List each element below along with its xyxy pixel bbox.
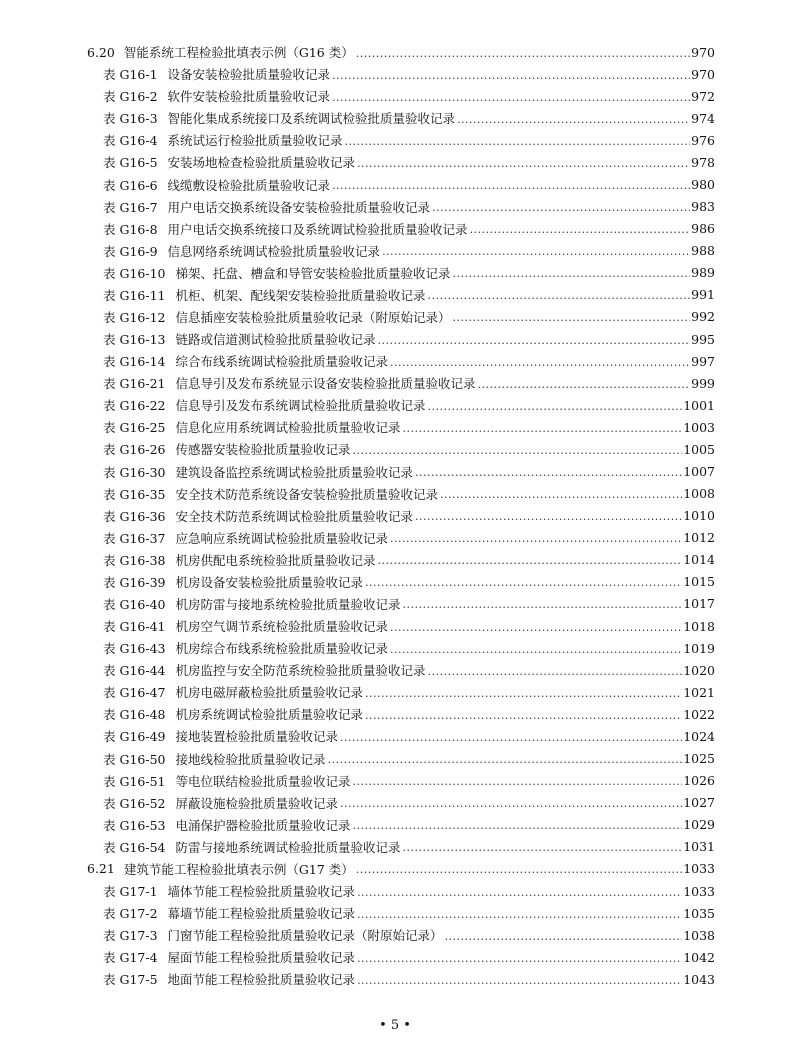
toc-title: 门窗节能工程检验批质量验收记录（附原始记录） [167,928,443,944]
toc-title: 屋面节能工程检验批质量验收记录 [167,950,356,966]
toc-title: 幕墙节能工程检验批质量验收记录 [167,906,356,922]
toc-title: 梯架、托盘、槽盒和导管安装检验批质量验收记录 [175,265,451,281]
page-number-footer: • 5 • [379,1018,411,1033]
toc-dot-leader [353,444,712,457]
toc-entry-row[interactable] [0,703,790,725]
toc-code: 表 G16-43 [103,641,166,657]
toc-code: 表 G16-26 [103,442,166,458]
toc-title: 系统试运行检验批质量验收记录 [167,133,343,149]
toc-entry-row[interactable] [0,615,790,637]
toc-label [103,173,714,195]
toc-dot-leader [353,775,712,788]
toc-page-number: 995 [690,328,715,350]
toc-page-number: 980 [690,173,715,195]
toc-code: 表 G16-30 [103,464,166,480]
toc-page-number: 992 [690,306,715,328]
toc-dot-leader [378,554,712,567]
toc-dot-leader [328,753,712,766]
toc-page-number: 970 [690,63,715,85]
toc-code: 表 G16-36 [103,508,166,524]
toc-entry-row[interactable] [0,814,790,836]
toc-title: 智能系统工程检验批填表示例（G16 类） [123,45,354,61]
toc-title: 机房空气调节系统检验批质量验收记录 [175,619,389,635]
toc-entry-row[interactable] [0,85,790,107]
toc-title: 建筑设备监控系统调试检验批质量验收记录 [175,464,414,480]
toc-code: 表 G17-3 [103,928,158,944]
toc-code: 表 G16-9 [103,243,158,259]
toc-code: 表 G16-50 [103,751,166,767]
toc-code: 表 G16-1 [103,67,158,83]
toc-code: 表 G16-25 [103,420,166,436]
toc-entry-row[interactable] [0,836,790,858]
toc-label [103,240,714,262]
toc-code: 表 G16-38 [103,552,166,568]
toc-page-number: 986 [690,218,715,240]
toc-title: 信息导引及发布系统显示设备安装检验批质量验收记录 [175,376,476,392]
toc-label [103,748,714,770]
toc-label [103,527,714,549]
toc-code: 表 G16-53 [103,817,166,833]
toc-entry-row[interactable] [0,240,790,262]
toc-page-number: 974 [690,107,715,129]
toc-label [103,306,714,328]
toc-label [103,968,714,990]
toc-entry-row[interactable] [0,151,790,173]
toc-title: 地面节能工程检验批质量验收记录 [167,972,356,988]
toc-dot-leader [365,576,712,589]
toc-label [103,703,714,725]
toc-title: 机房供配电系统检验批质量验收记录 [175,552,376,568]
toc-page-number: 1024 [682,725,715,747]
toc-dot-leader [403,841,712,854]
toc-entry-row[interactable] [0,748,790,770]
toc-entry-row[interactable] [0,792,790,814]
toc-page-number: 1015 [682,571,715,593]
toc-page-number: 1001 [682,394,715,416]
toc-label [103,394,714,416]
toc-label [103,196,714,218]
toc-dot-leader [357,908,712,921]
toc-label [103,107,714,129]
toc-code: 表 G17-5 [103,972,158,988]
toc-code: 表 G16-37 [103,530,166,546]
toc-label [103,262,714,284]
toc-code: 6.21 [87,861,115,877]
toc-title: 应急响应系统调试检验批质量验收记录 [175,530,389,546]
toc-entry-row[interactable] [0,218,790,240]
toc-page-number: 1026 [682,770,715,792]
toc-entry-row[interactable] [0,725,790,747]
toc-code: 表 G16-14 [103,354,166,370]
toc-title: 传感器安装检验批质量验收记录 [175,442,351,458]
toc-title: 机房监控与安全防范系统检验批质量验收记录 [175,663,426,679]
toc-entry-row[interactable] [0,438,790,460]
toc-entry-row[interactable] [0,902,790,924]
toc-entry-row[interactable] [0,129,790,151]
toc-dot-leader [332,91,712,104]
toc-dot-leader [340,731,712,744]
toc-page-number: 1010 [682,505,715,527]
toc-entry-row[interactable] [0,549,790,571]
toc-title: 建筑节能工程检验批填表示例（G17 类） [123,861,354,877]
toc-dot-leader [403,422,712,435]
toc-title: 等电位联结检验批质量验收记录 [175,773,351,789]
toc-code: 表 G16-48 [103,707,166,723]
toc-page-number: 1003 [682,416,715,438]
toc-entry-row[interactable] [0,681,790,703]
toc-title: 线缆敷设检验批质量验收记录 [167,177,331,193]
toc-page-number: 1031 [682,836,715,858]
toc-label [103,615,714,637]
toc-code: 表 G16-3 [103,111,158,127]
toc-dot-leader [432,201,712,214]
toc-label [103,63,714,85]
toc-code: 表 G17-2 [103,906,158,922]
toc-dot-leader [357,952,712,965]
toc-page-number: 989 [690,262,715,284]
toc-label [103,129,714,151]
toc-title: 机房电磁屏蔽检验批质量验收记录 [175,685,364,701]
toc-label [103,681,714,703]
toc-code: 表 G16-39 [103,574,166,590]
toc-code: 表 G16-40 [103,596,166,612]
toc-dot-leader [378,334,712,347]
toc-dot-leader [340,797,712,810]
toc-entry-row[interactable] [0,372,790,394]
toc-label [103,593,714,615]
toc-page-number: 1020 [682,659,715,681]
toc-dot-leader [415,466,712,479]
toc-label [103,151,714,173]
toc-page-number: 1022 [682,703,715,725]
toc-code: 表 G16-49 [103,729,166,745]
toc-entry-row[interactable] [0,527,790,549]
toc-dot-leader [470,223,712,236]
toc-page-number: 970 [690,41,715,63]
toc-entry-row[interactable] [0,946,790,968]
toc-label [103,218,714,240]
toc-page-number: 1014 [682,549,715,571]
toc-label [103,85,714,107]
toc-label [103,483,714,505]
toc-entry-row[interactable] [0,659,790,681]
toc-dot-leader [445,930,712,943]
toc-entry-row[interactable] [0,770,790,792]
toc-page-number: 983 [690,196,715,218]
toc-label [103,659,714,681]
toc-code: 表 G16-7 [103,199,158,215]
toc-entry-row[interactable] [0,924,790,946]
toc-page-number: 997 [690,350,715,372]
toc-dot-leader [332,69,712,82]
toc-title: 信息插座安装检验批质量验收记录（附原始记录） [175,309,451,325]
toc-title: 机房设备安装检验批质量验收记录 [175,574,364,590]
toc-dot-leader [428,400,712,413]
toc-dot-leader [428,289,712,302]
toc-dot-leader [353,819,712,832]
toc-entry-row[interactable] [0,593,790,615]
toc-dot-leader [457,113,712,126]
toc-entry-row[interactable] [0,416,790,438]
toc-entry-row[interactable] [0,637,790,659]
toc-code: 表 G16-22 [103,398,166,414]
table-of-contents [0,41,790,990]
toc-entry-row[interactable] [0,571,790,593]
toc-label [103,924,714,946]
toc-title: 信息化应用系统调试检验批质量验收记录 [175,420,401,436]
toc-code: 表 G16-51 [103,773,166,789]
toc-dot-leader [357,886,712,899]
toc-dot-leader [357,157,712,170]
toc-page-number: 1033 [682,880,715,902]
toc-dot-leader [415,510,712,523]
toc-code: 表 G16-47 [103,685,166,701]
toc-title: 信息网络系统调试检验批质量验收记录 [167,243,381,259]
toc-title: 墙体节能工程检验批质量验收记录 [167,884,356,899]
toc-page-number: 972 [690,85,715,107]
toc-code: 表 G16-2 [103,89,158,105]
toc-title: 屏蔽设施检验批质量验收记录 [175,795,339,811]
toc-title: 接地装置检验批质量验收记录 [175,729,339,745]
toc-label [103,792,714,814]
toc-label [103,438,714,460]
toc-title: 安全技术防范系统设备安装检验批质量验收记录 [175,486,439,502]
toc-label [87,858,714,880]
toc-dot-leader [332,179,712,192]
toc-page-number: 1008 [682,483,715,505]
toc-entry-row[interactable] [0,328,790,350]
toc-page-number: 1029 [682,814,715,836]
toc-title: 机房综合布线系统检验批质量验收记录 [175,641,389,657]
toc-page-number: 978 [690,151,715,173]
toc-dot-leader [365,687,712,700]
toc-entry-row[interactable] [0,262,790,284]
toc-entry-row[interactable] [0,306,790,328]
toc-dot-leader [365,709,712,722]
toc-page-number: 1035 [682,902,715,924]
toc-dot-leader [478,378,712,391]
toc-page-number: 999 [690,372,715,394]
toc-code: 表 G16-44 [103,663,166,679]
toc-title: 机房防雷与接地系统检验批质量验收记录 [175,596,401,612]
toc-page-number: 991 [690,284,715,306]
toc-dot-leader [390,356,712,369]
toc-label [87,41,714,63]
toc-code: 表 G16-10 [103,265,166,281]
toc-title: 机柜、机架、配线架安装检验批质量验收记录 [175,287,426,303]
toc-title: 安装场地检查检验批质量验收记录 [167,155,356,171]
toc-page-number: 1038 [682,924,715,946]
toc-dot-leader [356,863,712,876]
toc-title: 机房系统调试检验批质量验收记录 [175,707,364,723]
toc-page-number: 1027 [682,792,715,814]
toc-title: 综合布线系统调试检验批质量验收记录 [175,354,389,370]
toc-label [103,725,714,747]
toc-title: 防雷与接地系统调试检验批质量验收记录 [175,839,401,855]
toc-page-number: 1017 [682,593,715,615]
toc-dot-leader [382,245,712,258]
toc-code: 表 G16-54 [103,839,166,855]
toc-page-number: 1021 [682,681,715,703]
toc-title: 用户电话交换系统设备安装检验批质量验收记录 [167,199,431,215]
toc-label [103,836,714,858]
toc-code: 表 G16-35 [103,486,166,502]
toc-title: 安全技术防范系统调试检验批质量验收记录 [175,508,414,524]
toc-label [103,946,714,968]
toc-page-number: 1043 [682,968,715,990]
toc-code: 表 G16-52 [103,795,166,811]
toc-entry-row[interactable] [0,284,790,306]
toc-label [103,505,714,527]
toc-dot-leader [357,974,712,987]
toc-code: 表 G17-4 [103,950,158,966]
toc-dot-leader [390,621,712,634]
toc-code: 表 G16-4 [103,133,158,149]
toc-label [103,350,714,372]
toc-entry-row[interactable] [0,968,790,990]
toc-dot-leader [356,47,712,60]
toc-code: 表 G16-41 [103,619,166,635]
toc-code: 表 G17-1 [103,884,158,899]
toc-code: 表 G16-13 [103,332,166,348]
toc-page-number: 1025 [682,748,715,770]
toc-entry-row[interactable] [0,196,790,218]
toc-label [103,571,714,593]
toc-label [103,328,714,350]
toc-code: 表 G16-21 [103,376,166,392]
toc-entry-row[interactable] [0,173,790,195]
toc-section-row[interactable] [0,858,790,880]
toc-page-number: 1018 [682,615,715,637]
toc-dot-leader [440,488,712,501]
toc-entry-row[interactable] [0,63,790,85]
toc-label [103,880,714,902]
toc-title: 软件安装检验批质量验收记录 [167,89,331,105]
toc-dot-leader [345,135,712,148]
toc-title: 用户电话交换系统接口及系统调试检验批质量验收记录 [167,221,468,237]
toc-code: 表 G16-11 [103,287,166,303]
toc-label [103,460,714,482]
toc-dot-leader [453,267,712,280]
toc-code: 表 G16-6 [103,177,158,193]
toc-title: 设备安装检验批质量验收记录 [167,67,331,83]
toc-entry-row[interactable] [0,880,790,902]
toc-page-number: 1019 [682,637,715,659]
toc-entry-row[interactable] [0,460,790,482]
toc-title: 信息导引及发布系统调试检验批质量验收记录 [175,398,426,414]
toc-label [103,637,714,659]
toc-page-number: 1007 [682,460,715,482]
toc-label [103,372,714,394]
toc-label [103,284,714,306]
toc-dot-leader [453,311,712,324]
toc-dot-leader [428,665,712,678]
toc-title: 链路或信道测试检验批质量验收记录 [175,332,376,348]
toc-page-number: 1033 [682,858,715,880]
toc-label [103,416,714,438]
toc-label [103,549,714,571]
toc-dot-leader [390,643,712,656]
toc-section-row[interactable] [0,41,790,63]
toc-entry-row[interactable] [0,107,790,129]
toc-dot-leader [403,598,712,611]
toc-page-number: 988 [690,240,715,262]
toc-code: 表 G16-5 [103,155,158,171]
toc-entry-row[interactable] [0,394,790,416]
toc-title: 电涌保护器检验批质量验收记录 [175,817,351,833]
toc-entry-row[interactable] [0,350,790,372]
toc-label [103,902,714,924]
toc-code: 表 G16-8 [103,221,158,237]
toc-entry-row[interactable] [0,505,790,527]
toc-title: 接地线检验批质量验收记录 [175,751,326,767]
toc-page-number: 976 [690,129,715,151]
toc-code: 表 G16-12 [103,309,166,325]
toc-page-number: 1012 [682,527,715,549]
toc-entry-row[interactable] [0,483,790,505]
toc-title: 智能化集成系统接口及系统调试检验批质量验收记录 [167,111,456,127]
toc-page-number: 1005 [682,438,715,460]
toc-label [103,814,714,836]
toc-page-number: 1042 [682,946,715,968]
toc-label [103,770,714,792]
toc-dot-leader [390,532,712,545]
toc-code: 6.20 [87,44,115,60]
